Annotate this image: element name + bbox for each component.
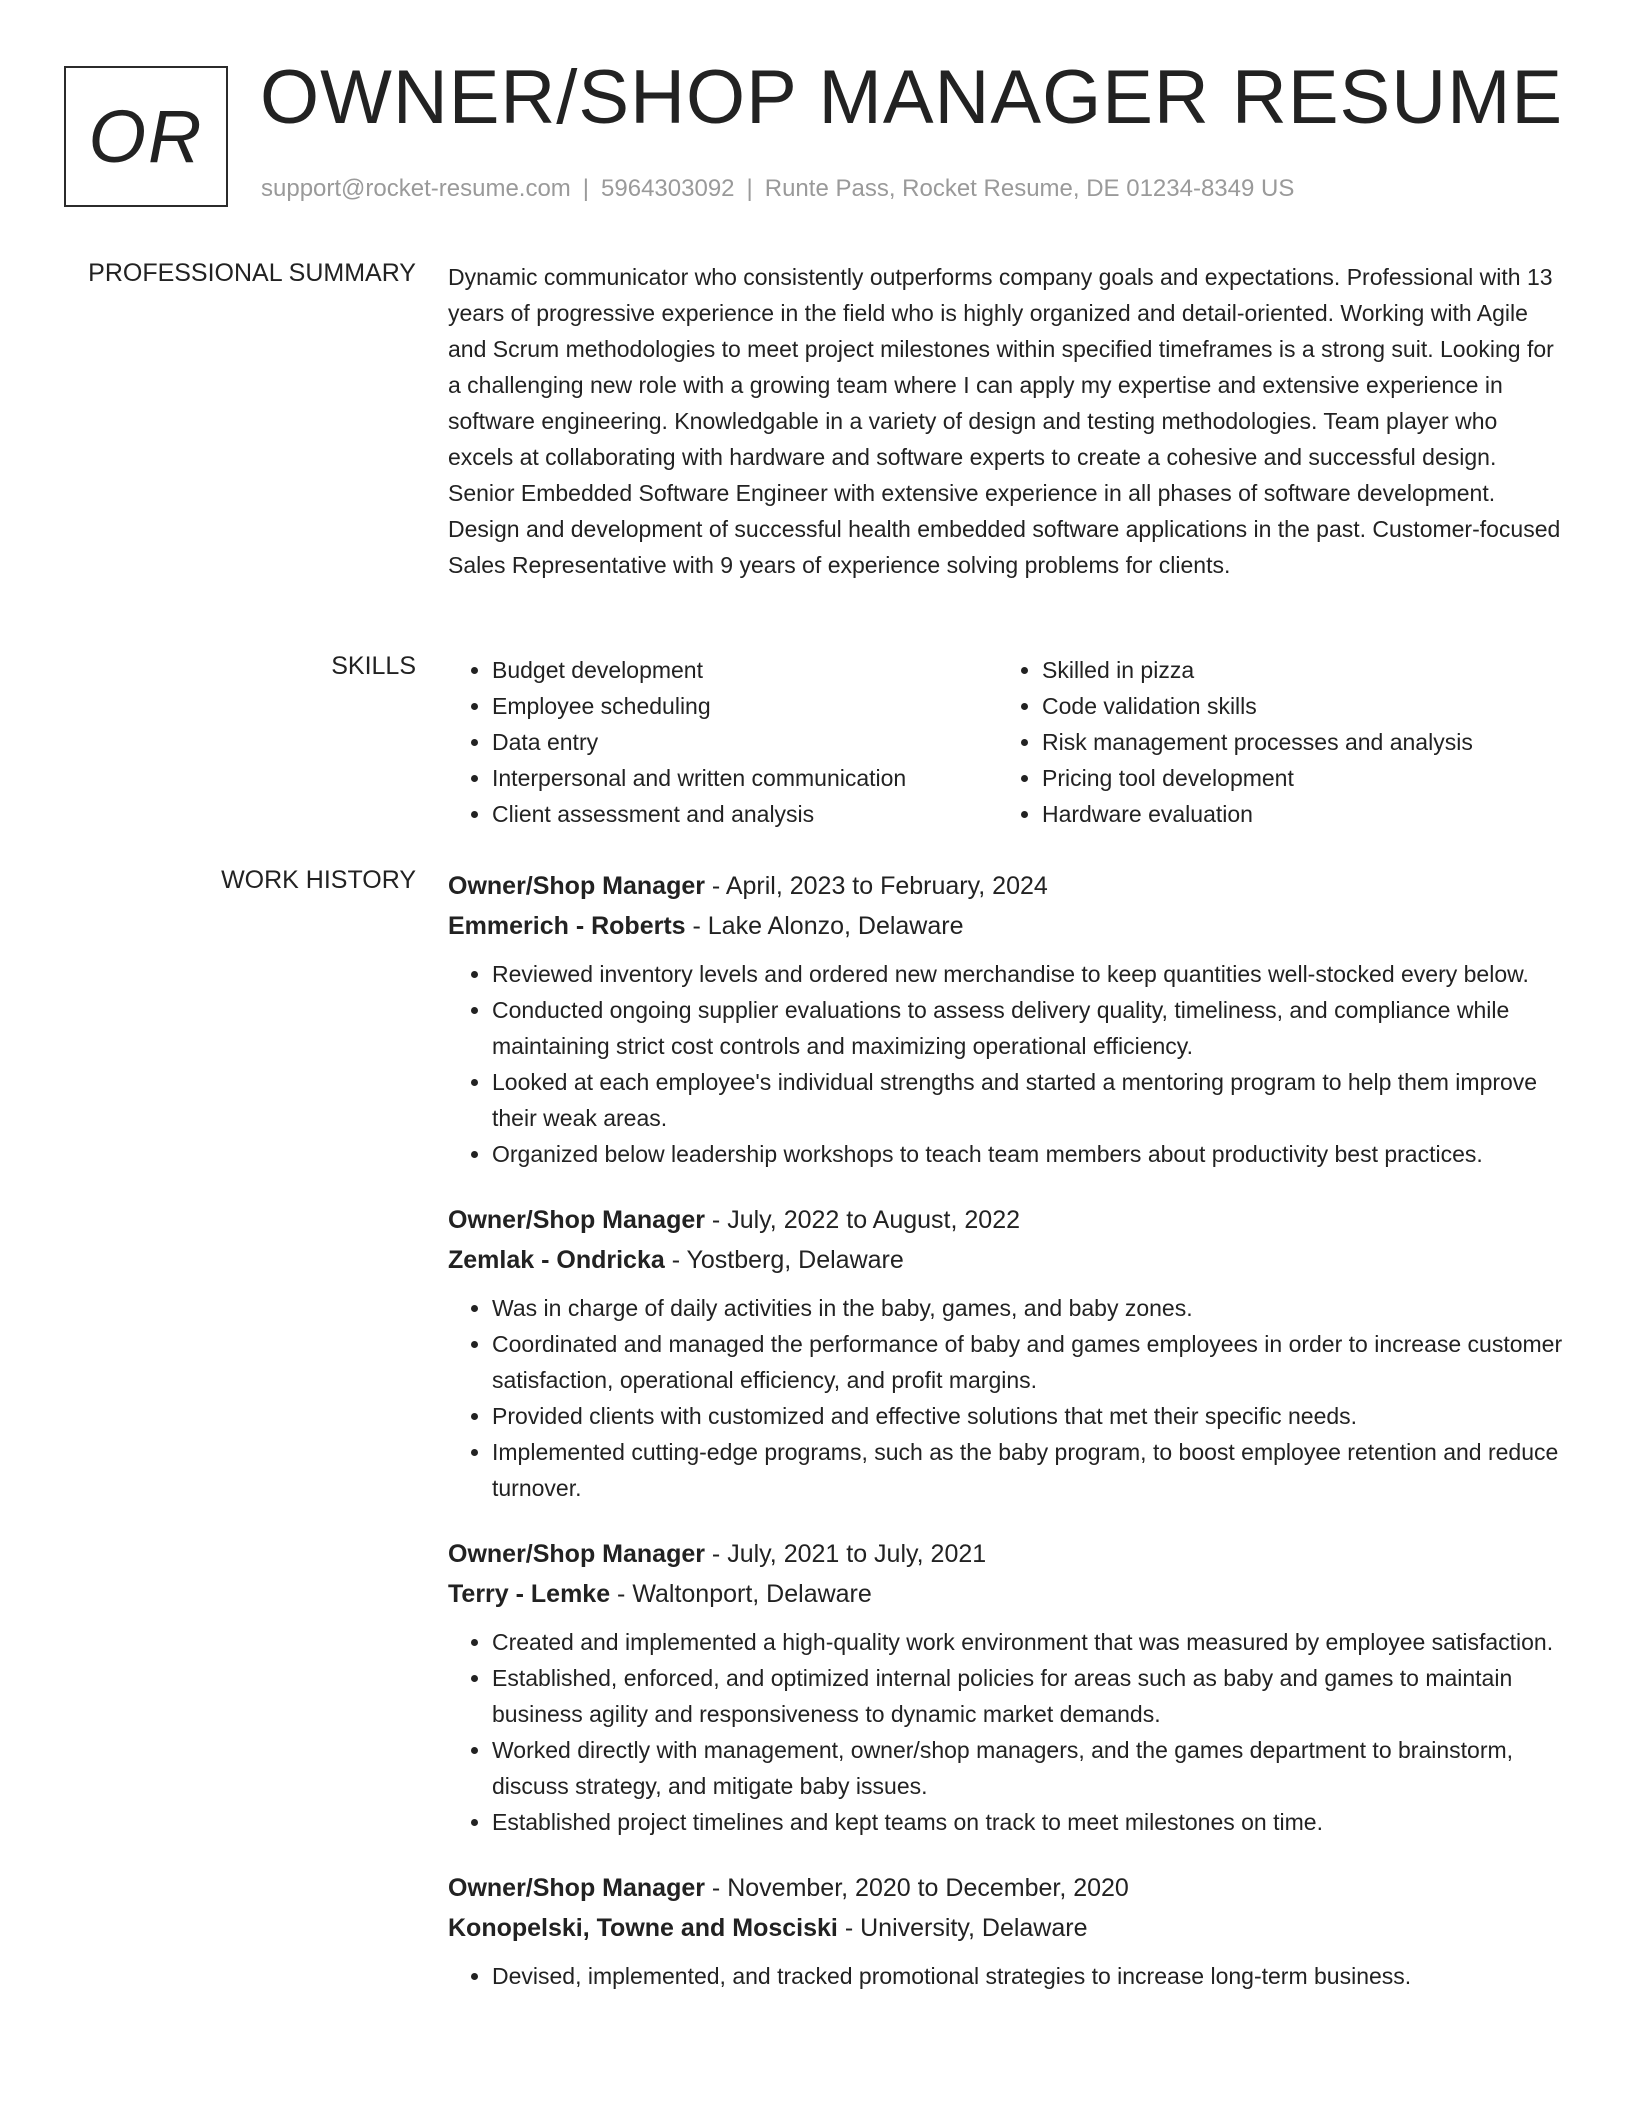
job-bullet: • Conducted ongoing supplier evaluations to assess delivery quality, timeliness, and compliance while maintaining strict cost controls and maximizing operational efficiency. <box>492 992 1568 1064</box>
dash: - <box>704 1206 728 1234</box>
job-company: Konopelski, Towne and Mosciski <box>448 1914 838 1942</box>
skills-lists <box>448 652 1568 832</box>
job-company: Terry - Lemke <box>448 1580 611 1608</box>
summary-text: Dynamic communicator who consistently outperforms company goals and expectations. Professional with 13 years of progressive experience in the field who is highly organized and detail-oriented. Working with Agile and Scrum methodologies to meet project milestones within specified timeframes is a strong suit. Looking for a challenging new role with a growing team where I can apply my expertise and extensive experience in software engineering. Knowledgable in a variety of design and testing methodologies. Team player who excels at collaborating with hardware and software experts to create a cohesive and successful design. Senior Embedded Software Engineer with extensive experience in all phases of software development. Design and development of successful health embedded software applications in the past. Customer-focused Sales Representative with 9 years of experience solving problems for clients. <box>448 264 1561 578</box>
job-bullets <box>448 1290 1568 1506</box>
job-company-line <box>448 1574 1568 1614</box>
job-bullet: • Organized below leadership workshops to teach team members about productivity best practices. <box>492 1136 1568 1172</box>
job-bullet: • Created and implemented a high-quality work environment that was measured by employee satisfaction. <box>492 1624 1568 1660</box>
dash: - <box>837 1914 861 1942</box>
job-bullet: • Was in charge of daily activities in the baby, games, and baby zones. <box>492 1290 1568 1326</box>
job-company: Emmerich - Roberts <box>448 912 686 940</box>
job-title: Owner/Shop Manager <box>448 1540 705 1568</box>
job-title-line <box>448 1868 1568 1908</box>
job-entry <box>448 1534 1568 1840</box>
job-title-line <box>448 1200 1568 1240</box>
job-location: Yostberg, Delaware <box>686 1246 904 1274</box>
job-title: Owner/Shop Manager <box>448 872 705 900</box>
skill-item: • Code validation skills <box>1042 688 1548 724</box>
work-history-entries <box>448 866 1568 2022</box>
dash: - <box>610 1580 633 1608</box>
job-title-line <box>448 1534 1568 1574</box>
job-dates: April, 2023 to February, 2024 <box>725 872 1048 900</box>
job-bullets <box>448 1624 1568 1840</box>
job-title-line <box>448 866 1568 906</box>
contact-line <box>261 175 1294 203</box>
job-bullets <box>448 956 1568 1172</box>
job-bullet: • Established project timelines and kept teams on track to meet milestones on time. <box>492 1804 1568 1840</box>
skill-item: • Hardware evaluation <box>1042 796 1548 832</box>
skill-item: • Data entry <box>492 724 998 760</box>
job-title: Owner/Shop Manager <box>448 1206 705 1234</box>
skill-item: • Pricing tool development <box>1042 760 1548 796</box>
job-company: Zemlak - Ondricka <box>448 1246 665 1274</box>
dash: - <box>704 872 726 900</box>
work-history-heading: WORK HISTORY <box>221 866 416 894</box>
summary-heading: PROFESSIONAL SUMMARY <box>88 259 416 287</box>
monogram-initials: OR <box>88 95 204 178</box>
dash: - <box>704 1540 728 1568</box>
job-location: Waltonport, Delaware <box>632 1580 872 1608</box>
contact-email[interactable]: support@rocket-resume.com <box>261 175 571 202</box>
job-bullets <box>448 1958 1568 1994</box>
job-entry <box>448 866 1568 1172</box>
resume-title: OWNER/SHOP MANAGER RESUME <box>260 55 1564 140</box>
skill-item: • Risk management processes and analysis <box>1042 724 1548 760</box>
job-company-line <box>448 1240 1568 1280</box>
contact-address: Runte Pass, Rocket Resume, DE 01234-8349 US <box>764 175 1295 202</box>
job-bullet: • Established, enforced, and optimized internal policies for areas such as baby and games to maintain business agility and responsiveness to dynamic market demands. <box>492 1660 1568 1732</box>
job-dates: July, 2021 to July, 2021 <box>727 1540 987 1568</box>
skill-item: • Interpersonal and written communication <box>492 760 998 796</box>
dash: - <box>664 1246 687 1274</box>
skill-item: • Budget development <box>492 652 998 688</box>
monogram-box <box>64 66 228 207</box>
job-title: Owner/Shop Manager <box>448 1874 705 1902</box>
job-dates: July, 2022 to August, 2022 <box>727 1206 1021 1234</box>
job-dates: November, 2020 to December, 2020 <box>727 1874 1129 1902</box>
contact-separator: | <box>746 175 753 202</box>
job-bullet: • Implemented cutting-edge programs, such as the baby program, to boost employee retention and reduce turnover. <box>492 1434 1568 1506</box>
skills-list-left <box>448 652 998 832</box>
job-bullet: • Provided clients with customized and effective solutions that met their specific needs. <box>492 1398 1568 1434</box>
job-bullet: • Devised, implemented, and tracked promotional strategies to increase long-term business. <box>492 1958 1568 1994</box>
job-location: Lake Alonzo, Delaware <box>707 912 964 940</box>
skills-heading: SKILLS <box>331 652 416 680</box>
job-company-line <box>448 906 1568 946</box>
job-bullet: • Looked at each employee's individual strengths and started a mentoring program to help them improve their weak areas. <box>492 1064 1568 1136</box>
dash: - <box>704 1874 728 1902</box>
skill-item: • Client assessment and analysis <box>492 796 998 832</box>
skill-item: • Skilled in pizza <box>1042 652 1548 688</box>
dash: - <box>685 912 708 940</box>
job-bullet: • Worked directly with management, owner/shop managers, and the games department to brainstorm, discuss strategy, and mitigate baby issues. <box>492 1732 1568 1804</box>
skills-list-right <box>998 652 1548 832</box>
job-entry <box>448 1868 1568 1994</box>
job-company-line <box>448 1908 1568 1948</box>
job-location: University, Delaware <box>860 1914 1088 1942</box>
job-entry <box>448 1200 1568 1506</box>
job-bullet: • Reviewed inventory levels and ordered new merchandise to keep quantities well-stocked every below. <box>492 956 1568 992</box>
skill-item: • Employee scheduling <box>492 688 998 724</box>
job-bullet: • Coordinated and managed the performance of baby and games employees in order to increase customer satisfaction, operational efficiency, and profit margins. <box>492 1326 1568 1398</box>
contact-phone[interactable]: 5964303092 <box>601 175 735 202</box>
contact-separator: | <box>582 175 590 202</box>
